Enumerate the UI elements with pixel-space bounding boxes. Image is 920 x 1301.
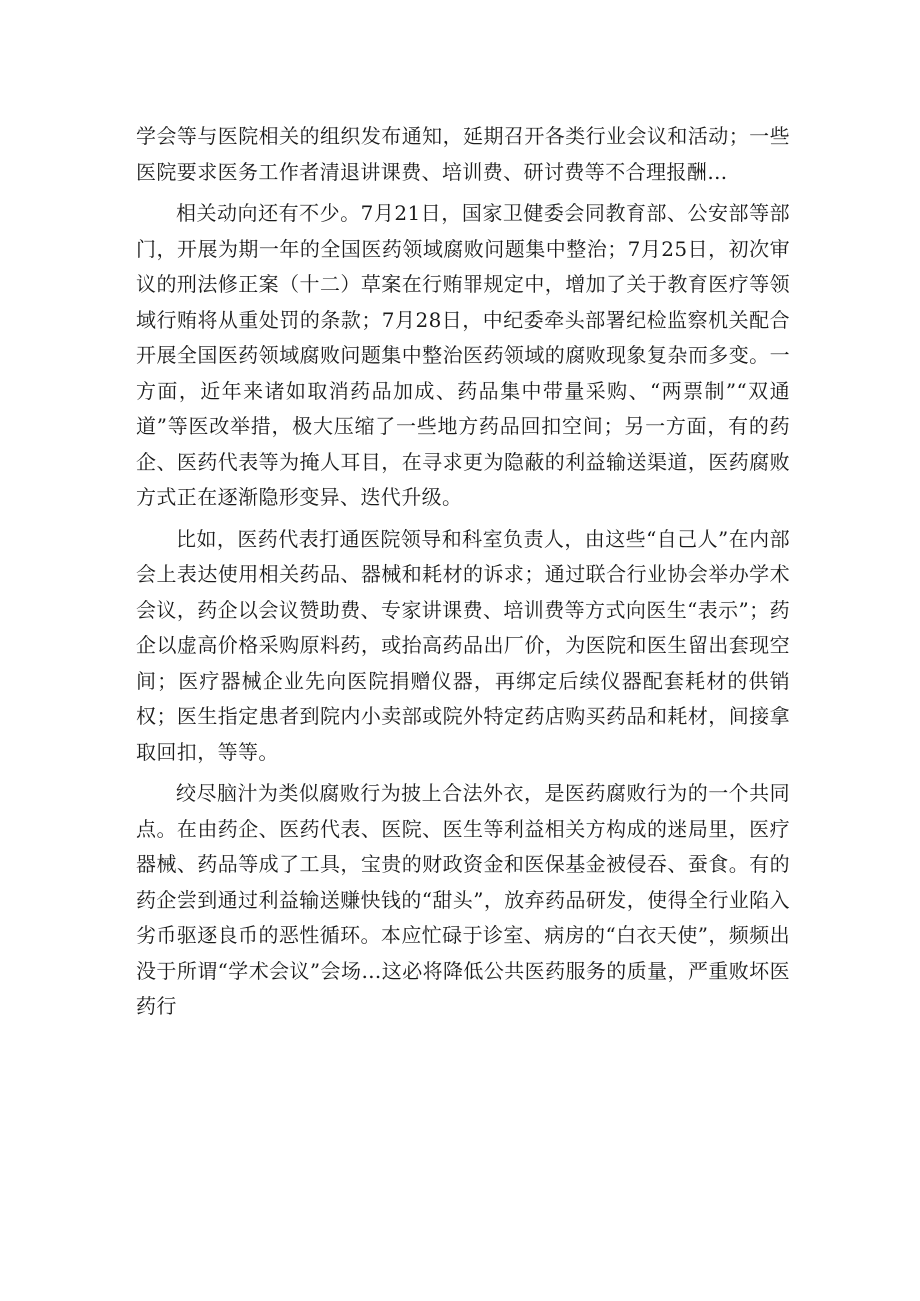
paragraph-continuation: 学会等与医院相关的组织发布通知，延期召开各类行业会议和活动；一些医院要求医务工作者清退讲课费、培训费、研讨费等不合理报酬… xyxy=(136,124,790,184)
article-body xyxy=(136,119,790,1025)
paragraph-common-point: 绞尽脑汁为类似腐败行为披上合法外衣，是医药腐败行为的一个共同点。在由药企、医药代表、医院、医生等利益相关方构成的迷局里，医疗器械、药品等成了工具，宝贵的财政资金和医保基金被侵吞、蚕食。有的药企尝到通过利益输送赚快钱的“甜头”，放弃药品研发，使得全行业陷入劣币驱逐良币的恶性循环。本应忙碌于诊室、病房的“白衣天使”，频频出没于所谓“学术会议”会场…这必将降低公共医药服务的质量，严重败坏医药行 xyxy=(136,781,790,1018)
paragraph-examples: 比如，医药代表打通医院领导和科室负责人，由这些“自己人”在内部会上表达使用相关药品、器械和耗材的诉求；通过联合行业协会举办学术会议，药企以会议赞助费、专家讲课费、培训费等方式向医生“表示”；药企以虚高价格采购原料药，或抬高药品出厂价，为医院和医生留出套现空间；医疗器械企业先向医院捐赠仪器，再绑定后续仪器配套耗材的供销权；医生指定患者到院内小卖部或院外特定药店购买药品和耗材，间接拿取回扣，等等。 xyxy=(136,526,790,764)
paragraph-related-developments: 相关动向还有不少。7月21日，国家卫健委会同教育部、公安部等部门，开展为期一年的全国医药领域腐败问题集中整治；7月25日，初次审议的刑法修正案（十二）草案在行贿罪规定中，增加了关于教育医疗等领域行贿将从重处罚的条款；7月28日，中纪委牵头部署纪检监察机关配合开展全国医药领域腐败问题集中整治医药领域的腐败现象复杂而多变。一方面，近年来诸如取消药品加成、药品集中带量采购、“两票制”“双通道”等医改举措，极大压缩了一些地方药品回扣空间；另一方面，有的药企、医药代表等为掩人耳目，在寻求更为隐蔽的利益输送渠道，医药腐败方式正在逐渐隐形变异、迭代升级。 xyxy=(136,201,790,509)
